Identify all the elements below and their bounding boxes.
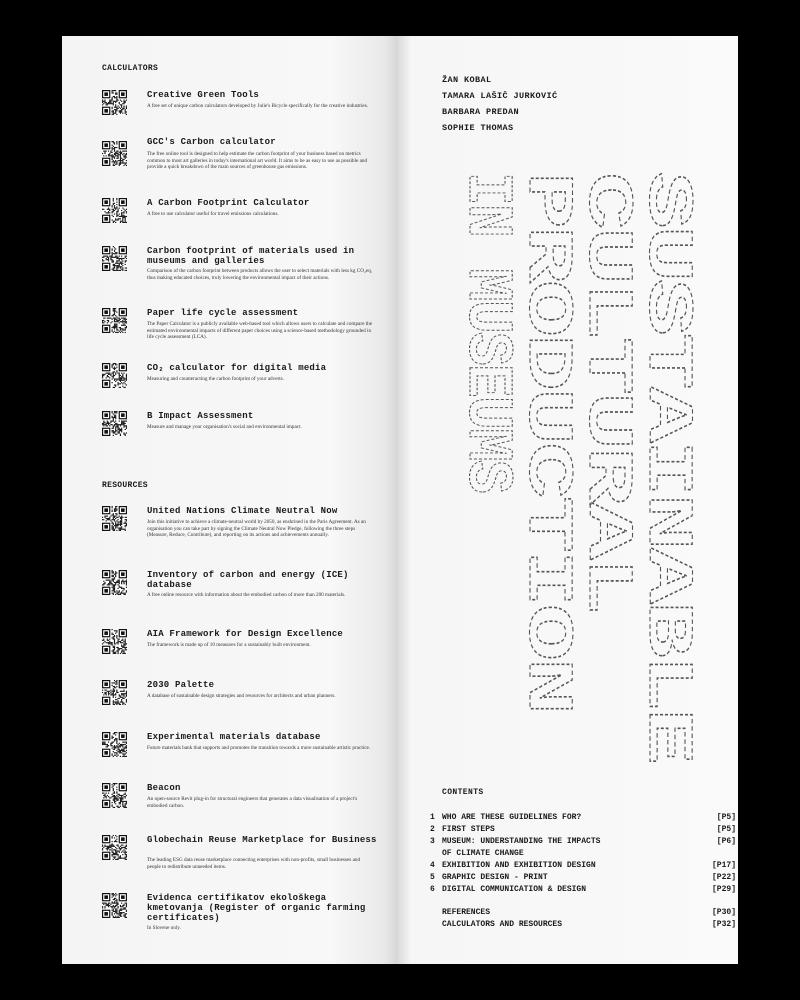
entry-description: Comparison of the carbon footprint between products allows the user to select materials with less kg CO₂eq, thus making educated choices, truly lowering the environmental impact of their actions.	[147, 268, 372, 281]
toc-item[interactable]	[430, 919, 736, 931]
toc-page: [P5]	[716, 813, 736, 822]
toc-number: 1	[430, 813, 435, 822]
toc-number: 2	[430, 825, 435, 834]
qr-code-icon[interactable]	[102, 90, 127, 115]
qr-code-icon[interactable]	[102, 680, 127, 705]
toc-title: GRAPHIC DESIGN - PRINT	[442, 873, 548, 882]
toc-title: MUSEUM: UNDERSTANDING THE IMPACTS	[442, 837, 601, 846]
toc-item[interactable]	[430, 907, 736, 919]
toc-page: [P22]	[711, 873, 736, 882]
qr-code-icon[interactable]	[102, 570, 127, 595]
toc-page: [P29]	[711, 885, 736, 894]
entry-title: Carbon footprint of materials used in museums and galleries	[147, 246, 355, 266]
qr-code-icon[interactable]	[102, 783, 127, 808]
author-name: SOPHIE THOMAS	[442, 123, 514, 133]
toc-title: WHO ARE THESE GUIDELINES FOR?	[442, 813, 582, 822]
entry-description: A free to use calculator useful for travel emissions calculations.	[147, 211, 279, 217]
entry-title: United Nations Climate Neutral Now	[147, 506, 338, 516]
toc-item-continued	[430, 848, 736, 860]
resources-heading: RESOURCES	[102, 481, 148, 490]
qr-code-icon[interactable]	[102, 411, 127, 436]
toc-item[interactable]	[430, 860, 736, 872]
toc-title: REFERENCES	[442, 908, 491, 917]
booklet-spread	[62, 36, 738, 964]
author-list	[442, 72, 558, 136]
entry-description: Measure and manage your organisation's social and environmental impact.	[147, 424, 302, 430]
entry-description: A free online resource with information about the embodied carbon of more than 200 materials.	[147, 592, 346, 598]
table-of-contents	[430, 812, 736, 931]
entry-title: CO₂ calculator for digital media	[147, 363, 327, 373]
toc-title: DIGITAL COMMUNICATION & DESIGN	[442, 885, 587, 894]
title-line: SUSTAINABLE	[630, 172, 702, 573]
toc-title: OF CLIMATE CHANGE	[442, 849, 524, 858]
entry-description: In Slovene only.	[147, 925, 181, 931]
entry-title: Paper life cycle assessment	[147, 308, 299, 318]
entry-title: AIA Framework for Design Excellence	[147, 629, 344, 639]
toc-title: CALCULATORS AND RESOURCES	[442, 920, 563, 929]
entry-title: A Carbon Footprint Calculator	[147, 198, 310, 208]
toc-page: [P32]	[711, 920, 736, 929]
entry-description: Measuring and counteracting the carbon footprint of your adverts.	[147, 376, 284, 382]
book-title-ascii-art	[438, 164, 708, 764]
entry-title: Experimental materials database	[147, 732, 321, 742]
qr-code-icon[interactable]	[102, 506, 127, 531]
entry-description: Join this initiative to achieve a climate-neutral world by 2050, as enshrined in the Paris Agreement. As an organisation you can take part by signing the Climate Neutral Now Pledge, following the three steps (Measure, Reduce, Contribute), and reporting on its actions and achievements annually.	[147, 519, 366, 539]
qr-code-icon[interactable]	[102, 732, 127, 757]
toc-number: 3	[430, 837, 435, 846]
entry-title: 2030 Palette	[147, 680, 215, 690]
entry-description: The framework is made up of 10 measures for a sustainably built environment.	[147, 642, 311, 648]
entry-description: A database of sustainable design strategies and resources for architects and urban planners.	[147, 693, 336, 699]
entry-title: Beacon	[147, 783, 181, 793]
calculators-heading: CALCULATORS	[102, 64, 159, 73]
toc-item[interactable]	[430, 824, 736, 836]
entry-description: The free online tool is designed to help estimate the carbon footprint of your business based on metrics common to most art galleries in today's international art world. It aims to be as easy to use as possible and provide a quick breakdown of the main sources of greenhouse gas emissions.	[147, 151, 368, 171]
toc-page: [P6]	[716, 837, 736, 846]
toc-title: EXHIBITION AND EXHIBITION DESIGN	[442, 861, 596, 870]
contents-heading: CONTENTS	[442, 788, 484, 797]
toc-number: 4	[430, 861, 435, 870]
qr-code-icon[interactable]	[102, 835, 127, 860]
title-line: IN MUSEUMS	[450, 172, 522, 537]
toc-page: [P17]	[711, 861, 736, 870]
qr-code-icon[interactable]	[102, 246, 127, 271]
title-line: CULTURAL	[570, 172, 642, 464]
title-line: PRODUCTION	[510, 172, 582, 537]
toc-number: 6	[430, 885, 435, 894]
toc-item[interactable]	[430, 836, 736, 848]
toc-page: [P30]	[711, 908, 736, 917]
qr-code-icon[interactable]	[102, 363, 127, 388]
qr-code-icon[interactable]	[102, 629, 127, 654]
toc-item[interactable]	[430, 812, 736, 824]
entry-description: A free set of unique carbon calculators developed by Julie's Bicycle specifically for the creative industries.	[147, 103, 369, 109]
entry-description: Future materials bank that supports and promotes the transition towards a more sustainable artistic practice.	[147, 745, 371, 751]
entry-title: Creative Green Tools	[147, 90, 260, 100]
toc-title: FIRST STEPS	[442, 825, 495, 834]
entry-title: Evidenca certifikatov ekološkega kmetovanja (Register of organic farming certificates)	[147, 893, 366, 923]
qr-code-icon[interactable]	[102, 893, 127, 918]
entry-description: An open-source Revit plug-in for structural engineers that generates a data visualisation of a project's embodied carbon.	[147, 796, 358, 809]
toc-page: [P5]	[716, 825, 736, 834]
toc-item[interactable]	[430, 884, 736, 896]
left-page	[62, 36, 398, 964]
author-name: ŽAN KOBAL	[442, 75, 492, 85]
entry-description: The leading ESG data reuse marketplace connecting enterprises with non-profits, small businesses and people to redistribute unneeded items.	[147, 857, 361, 870]
entry-title: Globechain Reuse Marketplace for Business	[147, 835, 377, 845]
qr-code-icon[interactable]	[102, 308, 127, 333]
toc-item[interactable]	[430, 872, 736, 884]
toc-number: 5	[430, 873, 435, 882]
entry-title: Inventory of carbon and energy (ICE) database	[147, 570, 349, 590]
entry-description: The Paper Calculator is a publicly available web-based tool which allows users to calculate and compare the estimated environmental impacts of different paper choices using a science-based methodology grounded in life cycle assessment (LCA).	[147, 321, 373, 341]
author-name: TAMARA LAŠIČ JURKOVIĆ	[442, 91, 558, 101]
qr-code-icon[interactable]	[102, 198, 127, 223]
qr-code-icon[interactable]	[102, 141, 127, 166]
author-name: BARBARA PREDAN	[442, 107, 520, 117]
right-page	[398, 36, 738, 964]
entry-title: GCC's Carbon calculator	[147, 137, 276, 147]
entry-title: B Impact Assessment	[147, 411, 254, 421]
